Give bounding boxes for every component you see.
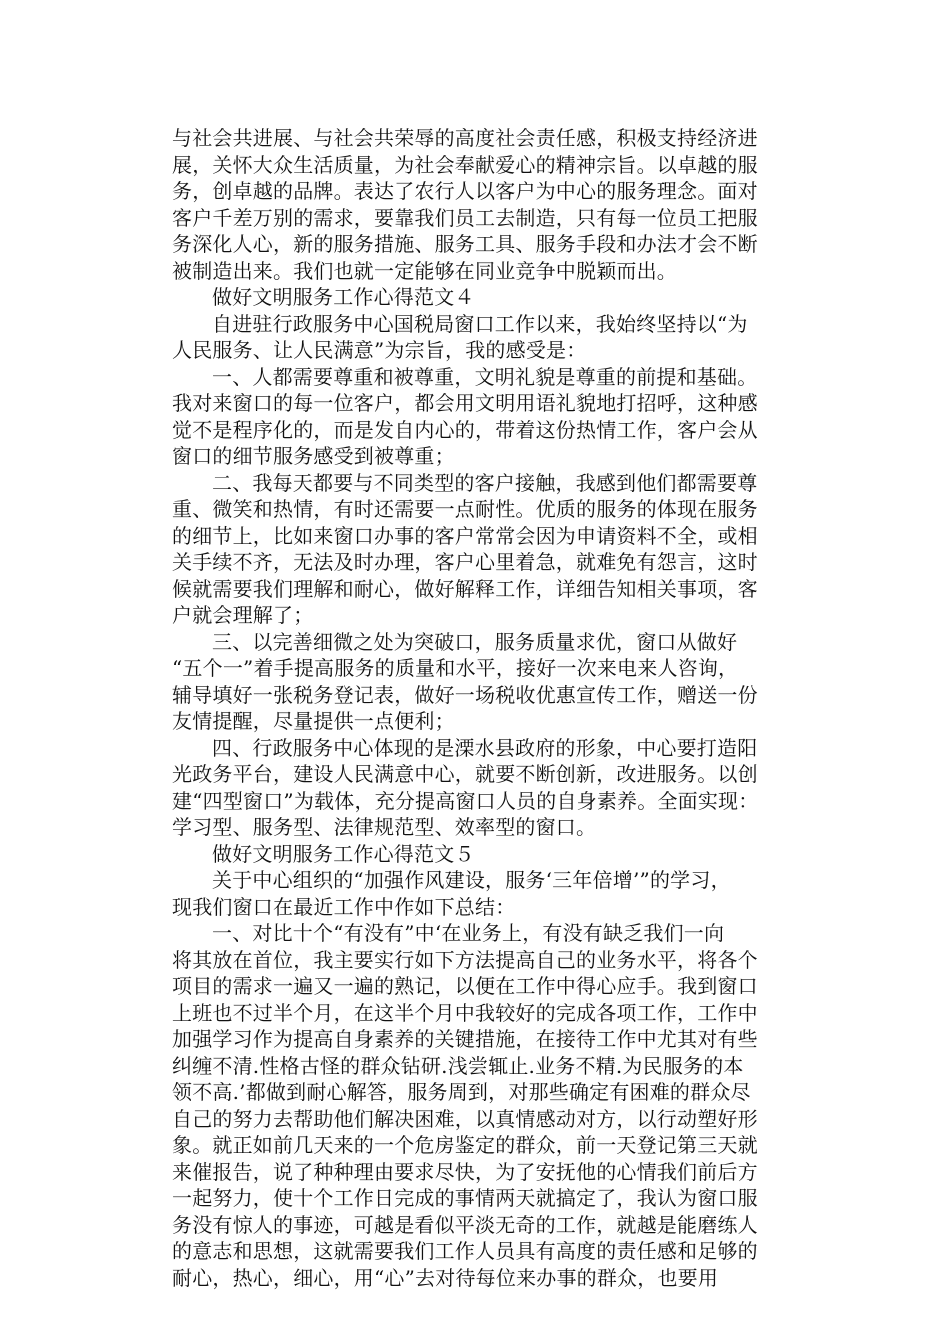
text-line: 自己的努力去帮助他们解决困难，以真情感动对方，以行动塑好形 — [172, 1106, 758, 1131]
text-line: 四、行政服务中心体现的是溧水县政府的形象，中心要打造阳 — [212, 735, 758, 760]
text-line: 务，创卓越的品牌。表达了农行人以客户为中心的服务理念。面对 — [172, 179, 758, 203]
text-line: 觉不是程序化的，而是发自内心的，带着这份热情工作，客户会从 — [172, 417, 758, 442]
text-line: 的细节上，比如来窗口办事的客户常常会因为申请资料不全，或相 — [172, 523, 758, 548]
text-line: 做好文明服务工作心得范文４ — [212, 285, 475, 309]
text-line: 建“四型窗口”为载体，充分提高窗口人员的自身素养。全面实现： — [172, 788, 759, 813]
text-line: 窗口的细节服务感受到被尊重； — [172, 444, 455, 468]
text-line: 纠缠不清.性格古怪的群众钻研.浅尝辄止.业务不精.为民服务的本 — [172, 1053, 744, 1078]
text-line: 务没有惊人的事迹，可越是看似平淡无奇的工作，就越是能磨练人 — [172, 1212, 758, 1237]
text-line: 领不高.’都做到耐心解答，服务周到，对那些确定有困难的群众尽 — [172, 1080, 751, 1104]
text-line: 来催报告，说了种种理由要求尽快，为了安抚他的心情我们前后方 — [172, 1159, 758, 1184]
text-line: 客户千差万别的需求，要靠我们员工去制造，只有每一位员工把服 — [172, 205, 758, 230]
text-line: 做好文明服务工作心得范文５ — [212, 841, 475, 866]
text-line: 耐心，热心，细心，用“心”去对待每位来办事的群众，也要用 — [172, 1265, 719, 1290]
text-line: 项目的需求一遍又一遍的熟记，以便在工作中得心应手。我到窗口 — [172, 974, 758, 998]
text-line: 人民服务、让人民满意”为宗旨，我的感受是： — [172, 338, 587, 362]
text-line: 一、人都需要尊重和被尊重，文明礼貌是尊重的前提和基础。 — [212, 364, 758, 389]
text-line: “五个一”着手提高服务的质量和水平，接好一次来电来人咨询， — [172, 656, 739, 680]
text-line: 象。就正如前几天来的一个危房鉴定的群众，前一天登记第三天就 — [172, 1133, 758, 1157]
text-line: 上班也不过半个月，在这半个月中我较好的完成各项工作，工作中 — [172, 1000, 758, 1025]
text-line: 关手续不齐，无法及时办理，客户心里着急，就难免有怨言，这时 — [172, 550, 758, 574]
text-line: 被制造出来。我们也就一定能够在同业竞争中脱颖而出。 — [172, 258, 677, 283]
text-line: 加强学习作为提高自身素养的关键措施，在接待工作中尤其对有些 — [172, 1027, 758, 1051]
text-line: 的意志和思想，这就需要我们工作人员具有高度的责任感和足够的 — [172, 1239, 758, 1263]
text-line: 光政务平台，建设人民满意中心，就要不断创新，改进服务。以创 — [172, 762, 758, 786]
text-line: 与社会共进展、与社会共荣辱的高度社会责任感，积极支持经济进 — [172, 126, 758, 150]
document-body — [172, 125, 812, 1291]
text-line: 展，关怀大众生活质量，为社会奉献爱心的精神宗旨。以卓越的服 — [172, 152, 758, 177]
text-line: 一、对比十个“有没有”中‘在业务上，有没有缺乏我们一向 — [212, 921, 725, 945]
text-line: 自进驻行政服务中心国税局窗口工作以来，我始终坚持以“为 — [212, 311, 748, 336]
text-line: 辅导填好一张税务登记表，做好一场税收优惠宣传工作，赠送一份 — [172, 682, 758, 707]
text-line: 重、微笑和热情，有时还需要一点耐性。优质的服务的体现在服务 — [172, 497, 758, 521]
text-line: 一起努力，使十个工作日完成的事情两天就搞定了，我认为窗口服 — [172, 1186, 758, 1210]
text-line: 二、我每天都要与不同类型的客户接触，我感到他们都需要尊 — [212, 470, 758, 495]
text-line: 将其放在首位，我主要实行如下方法提高自己的业务水平，将各个 — [172, 947, 758, 972]
text-line: 学习型、服务型、法律规范型、效率型的窗口。 — [172, 815, 597, 839]
text-line: 我对来窗口的每一位客户，都会用文明用语礼貌地打招呼，这种感 — [172, 391, 758, 415]
text-line: 友情提醒，尽量提供一点便利； — [172, 709, 455, 733]
text-line: 现我们窗口在最近工作中作如下总结： — [172, 894, 516, 919]
text-line: 三、以完善细微之处为突破口，服务质量求优，窗口从做好 — [212, 629, 738, 654]
text-line: 候就需要我们理解和耐心，做好解释工作，详细告知相关事项，客 — [172, 576, 758, 601]
text-line: 务深化人心，新的服务措施、服务工具、服务手段和办法才会不断 — [172, 232, 758, 256]
text-line: 户就会理解了； — [172, 603, 314, 627]
text-line: 关于中心组织的“加强作风建设，服务‘三年倍增’”的学习， — [212, 868, 731, 892]
